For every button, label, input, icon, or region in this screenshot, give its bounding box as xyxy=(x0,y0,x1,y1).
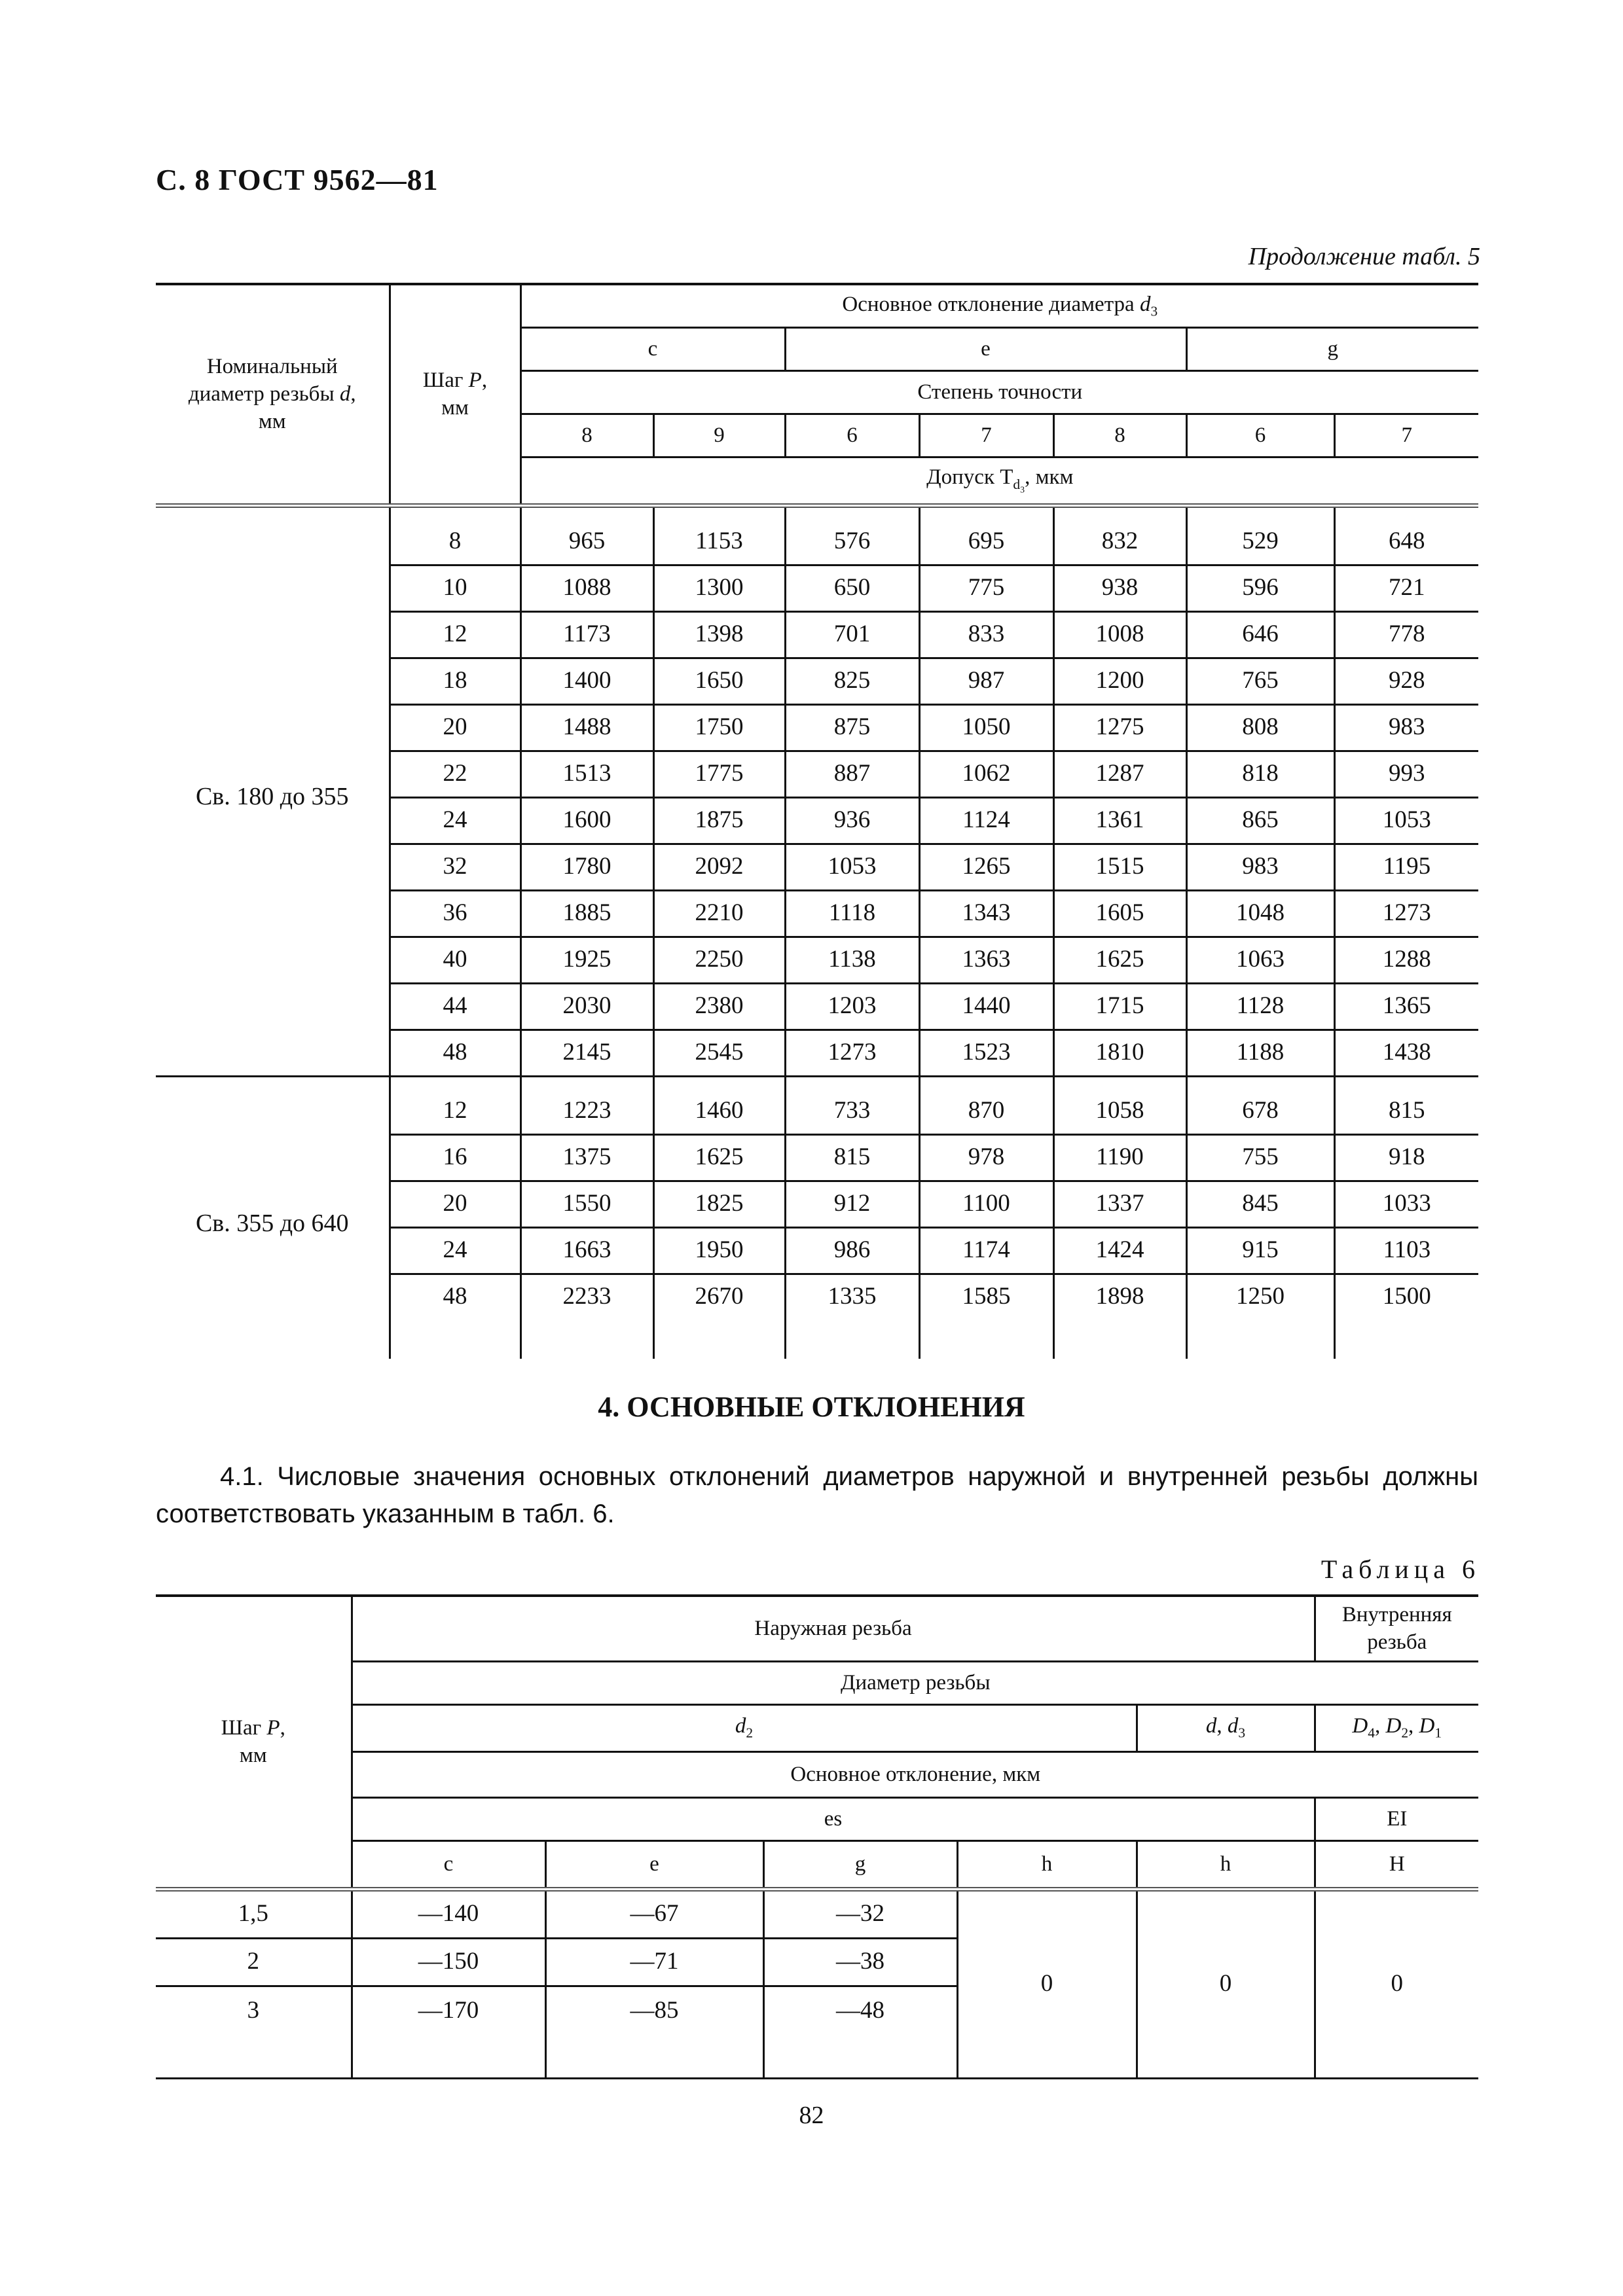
pitch-cell: 12 xyxy=(390,1089,520,1135)
value-cell: 2030 xyxy=(520,983,653,1030)
header-grade-c: c xyxy=(520,327,785,370)
value-cell: 1550 xyxy=(520,1181,653,1227)
pitch-cell: 20 xyxy=(390,704,520,751)
value-cell: —85 xyxy=(545,1986,763,2077)
value-cell: 1424 xyxy=(1053,1227,1186,1274)
value-cell: 646 xyxy=(1186,611,1334,658)
value-cell: 2145 xyxy=(520,1030,653,1076)
pitch-cell: 48 xyxy=(390,1274,520,1319)
value-cell: 1053 xyxy=(785,844,919,890)
header-tolerance: Допуск $T_{d_3}$, мкм xyxy=(520,457,1478,505)
header-external-thread: Наружная резьба xyxy=(352,1596,1315,1661)
value-cell: 1223 xyxy=(520,1089,653,1135)
header-main-deviation: Основное отклонение диаметра $d_3$ xyxy=(520,284,1478,327)
value-cell: 1488 xyxy=(520,704,653,751)
header-degree: 6 xyxy=(785,414,919,457)
page-number: 82 xyxy=(799,2102,824,2129)
header-accuracy-degree: Степень точности xyxy=(520,370,1478,414)
value-cell: 1174 xyxy=(919,1227,1053,1274)
value-cell: 1053 xyxy=(1334,797,1478,844)
value-cell: 1300 xyxy=(653,565,785,611)
value-cell: 1103 xyxy=(1334,1227,1478,1274)
value-cell: 2092 xyxy=(653,844,785,890)
value-cell: 1190 xyxy=(1053,1134,1186,1181)
header-degree: 7 xyxy=(919,414,1053,457)
value-cell: 2380 xyxy=(653,983,785,1030)
value-cell: 1188 xyxy=(1186,1030,1334,1076)
pitch-cell: 22 xyxy=(390,751,520,797)
value-cell: 1062 xyxy=(919,751,1053,797)
value-cell: 1925 xyxy=(520,937,653,983)
header-grade-e: e xyxy=(785,327,1186,370)
value-cell: 1273 xyxy=(785,1030,919,1076)
value-cell: 1337 xyxy=(1053,1181,1186,1227)
value-cell: 875 xyxy=(785,704,919,751)
value-cell: 1605 xyxy=(1053,890,1186,937)
group-label: Св. 355 до 640 xyxy=(195,1209,349,1237)
value-cell: —67 xyxy=(545,1889,763,1938)
value-cell: 1663 xyxy=(520,1227,653,1274)
value-cell: —140 xyxy=(352,1889,545,1938)
pitch-cell: 1,5 xyxy=(156,1889,352,1938)
value-cell: 1088 xyxy=(520,565,653,611)
value-cell: 1063 xyxy=(1186,937,1334,983)
value-cell: 1173 xyxy=(520,611,653,658)
value-cell: 2545 xyxy=(653,1030,785,1076)
table-6 xyxy=(156,1594,1478,2079)
pitch-cell: 2 xyxy=(156,1938,352,1986)
value-cell: 648 xyxy=(1334,520,1478,565)
value-cell: 1008 xyxy=(1053,611,1186,658)
value-cell: 1898 xyxy=(1053,1274,1186,1319)
pitch-cell: 18 xyxy=(390,658,520,704)
value-cell: 1335 xyxy=(785,1274,919,1319)
value-cell: —150 xyxy=(352,1938,545,1986)
value-cell: 2233 xyxy=(520,1274,653,1319)
header-d-d3: d, $d_3$ xyxy=(1137,1704,1315,1751)
value-cell: 833 xyxy=(919,611,1053,658)
value-cell: 1875 xyxy=(653,797,785,844)
header-D4-D2-D1: $D_4$, $D_2$, $D_1$ xyxy=(1315,1704,1478,1751)
value-cell: 1500 xyxy=(1334,1274,1478,1319)
table-6-label: Таблица 6 xyxy=(1321,1554,1480,1584)
value-cell: 978 xyxy=(919,1134,1053,1181)
pitch-cell: 32 xyxy=(390,844,520,890)
pitch-cell: 48 xyxy=(390,1030,520,1076)
value-cell: 1585 xyxy=(919,1274,1053,1319)
value-cell: 1153 xyxy=(653,520,785,565)
value-cell: 808 xyxy=(1186,704,1334,751)
value-cell: 1265 xyxy=(919,844,1053,890)
value-cell: 1375 xyxy=(520,1134,653,1181)
value-cell: 1118 xyxy=(785,890,919,937)
value-cell: 938 xyxy=(1053,565,1186,611)
value-cell: 1203 xyxy=(785,983,919,1030)
value-cell: 818 xyxy=(1186,751,1334,797)
value-cell: 1650 xyxy=(653,658,785,704)
header-col-e: e xyxy=(545,1840,763,1889)
value-cell: 1825 xyxy=(653,1181,785,1227)
paragraph-text: 4.1. Числовые значения основных отклонений диаметров наружной и внутренней резьбы должны соответствовать указанным в табл. 6. xyxy=(156,1462,1478,1528)
value-cell: 870 xyxy=(919,1089,1053,1135)
pitch-cell: 24 xyxy=(390,1227,520,1274)
value-cell: 1128 xyxy=(1186,983,1334,1030)
value-cell: 865 xyxy=(1186,797,1334,844)
value-cell: 1250 xyxy=(1186,1274,1334,1319)
value-cell: 775 xyxy=(919,565,1053,611)
value-cell: 993 xyxy=(1334,751,1478,797)
value-cell: 918 xyxy=(1334,1134,1478,1181)
value-cell: 1138 xyxy=(785,937,919,983)
value-cell: 1460 xyxy=(653,1089,785,1135)
value-cell: 1810 xyxy=(1053,1030,1186,1076)
value-cell: 815 xyxy=(1334,1089,1478,1135)
value-cell-h-d: 0 xyxy=(1137,1889,1315,2077)
table-5-body xyxy=(156,505,1478,1359)
section-paragraph xyxy=(156,1458,1478,1533)
header-col-c: c xyxy=(352,1840,545,1889)
value-cell: 1273 xyxy=(1334,890,1478,937)
value-cell: 755 xyxy=(1186,1134,1334,1181)
value-cell: 2670 xyxy=(653,1274,785,1319)
value-cell: 1625 xyxy=(653,1134,785,1181)
header-EI: EI xyxy=(1315,1797,1478,1840)
value-cell: 815 xyxy=(785,1134,919,1181)
value-cell: 928 xyxy=(1334,658,1478,704)
value-cell: 887 xyxy=(785,751,919,797)
value-cell: 1050 xyxy=(919,704,1053,751)
value-cell: 650 xyxy=(785,565,919,611)
value-cell: 721 xyxy=(1334,565,1478,611)
header-degree: 9 xyxy=(653,414,785,457)
pitch-cell: 40 xyxy=(390,937,520,983)
pitch-cell: 16 xyxy=(390,1134,520,1181)
value-cell: 1400 xyxy=(520,658,653,704)
value-cell: 1365 xyxy=(1334,983,1478,1030)
pitch-cell: 10 xyxy=(390,565,520,611)
value-cell: 1440 xyxy=(919,983,1053,1030)
value-cell: 936 xyxy=(785,797,919,844)
value-cell-h-d2: 0 xyxy=(957,1889,1137,2077)
header-col-H: H xyxy=(1315,1840,1478,1889)
pitch-cell: 3 xyxy=(247,1996,259,2024)
value-cell: 2210 xyxy=(653,890,785,937)
header-pitch: Шаг P, мм xyxy=(390,284,520,505)
value-cell: 1363 xyxy=(919,937,1053,983)
header-degree: 8 xyxy=(520,414,653,457)
value-cell: 1124 xyxy=(919,797,1053,844)
value-cell: 1625 xyxy=(1053,937,1186,983)
header-degree: 7 xyxy=(1334,414,1478,457)
header-thread-diameter: Диаметр резьбы xyxy=(352,1661,1478,1704)
value-cell: 678 xyxy=(1186,1089,1334,1135)
value-cell: 1288 xyxy=(1334,937,1478,983)
pitch-cell: 12 xyxy=(390,611,520,658)
value-cell: 1750 xyxy=(653,704,785,751)
value-cell: 765 xyxy=(1186,658,1334,704)
value-cell: —170 xyxy=(352,1986,545,2077)
header-col-g: g xyxy=(763,1840,957,1889)
pitch-cell: 24 xyxy=(390,797,520,844)
value-cell: 1780 xyxy=(520,844,653,890)
header-col-h: h xyxy=(1137,1840,1315,1889)
value-cell: 695 xyxy=(919,520,1053,565)
value-cell: 845 xyxy=(1186,1181,1334,1227)
value-cell: 733 xyxy=(785,1089,919,1135)
table-row xyxy=(156,520,1478,565)
value-cell: —38 xyxy=(763,1938,957,1986)
value-cell: 1033 xyxy=(1334,1181,1478,1227)
value-cell: 1361 xyxy=(1053,797,1186,844)
value-cell: —48 xyxy=(763,1986,957,2077)
value-cell: 1600 xyxy=(520,797,653,844)
value-cell: 1398 xyxy=(653,611,785,658)
header-grade-g: g xyxy=(1186,327,1478,370)
value-cell: 987 xyxy=(919,658,1053,704)
value-cell: 1275 xyxy=(1053,704,1186,751)
value-cell: 1513 xyxy=(520,751,653,797)
header-nominal-diameter: Номинальный диаметр резьбы d, мм xyxy=(188,354,356,434)
header-degree: 6 xyxy=(1186,414,1334,457)
value-cell: 1058 xyxy=(1053,1089,1186,1135)
value-cell: —71 xyxy=(545,1938,763,1986)
value-cell: 1438 xyxy=(1334,1030,1478,1076)
value-cell: 965 xyxy=(520,520,653,565)
header-es: es xyxy=(352,1797,1315,1840)
value-cell: 983 xyxy=(1186,844,1334,890)
value-cell: 2250 xyxy=(653,937,785,983)
page-header: С. 8 ГОСТ 9562—81 xyxy=(156,163,439,196)
value-cell: 1885 xyxy=(520,890,653,937)
value-cell: 529 xyxy=(1186,520,1334,565)
value-cell: —32 xyxy=(763,1889,957,1938)
header-degree: 8 xyxy=(1053,414,1186,457)
header-col-h: h xyxy=(957,1840,1137,1889)
value-cell: 1200 xyxy=(1053,658,1186,704)
value-cell: 576 xyxy=(785,520,919,565)
pitch-cell: 36 xyxy=(390,890,520,937)
pitch-cell: 8 xyxy=(390,520,520,565)
value-cell: 1343 xyxy=(919,890,1053,937)
value-cell: 1950 xyxy=(653,1227,785,1274)
value-cell: 1048 xyxy=(1186,890,1334,937)
section-heading: 4. ОСНОВНЫЕ ОТКЛОНЕНИЯ xyxy=(598,1391,1025,1423)
value-cell: 778 xyxy=(1334,611,1478,658)
value-cell: 1195 xyxy=(1334,844,1478,890)
value-cell: 1515 xyxy=(1053,844,1186,890)
header-main-deviation: Основное отклонение, мкм xyxy=(352,1751,1478,1797)
value-cell: 1715 xyxy=(1053,983,1186,1030)
value-cell: 915 xyxy=(1186,1227,1334,1274)
header-pitch: Шаг P, мм xyxy=(221,1716,285,1768)
value-cell: 832 xyxy=(1053,520,1186,565)
value-cell-H: 0 xyxy=(1315,1889,1478,2077)
value-cell: 983 xyxy=(1334,704,1478,751)
table-continuation-label: Продолжение табл. 5 xyxy=(1248,243,1480,270)
value-cell: 825 xyxy=(785,658,919,704)
pitch-cell: 44 xyxy=(390,983,520,1030)
table-row xyxy=(156,1089,1478,1135)
header-d2: $d_2$ xyxy=(352,1704,1137,1751)
value-cell: 1287 xyxy=(1053,751,1186,797)
value-cell: 912 xyxy=(785,1181,919,1227)
value-cell: 1523 xyxy=(919,1030,1053,1076)
value-cell: 986 xyxy=(785,1227,919,1274)
group-label: Св. 180 до 355 xyxy=(195,783,349,811)
value-cell: 1775 xyxy=(653,751,785,797)
value-cell: 596 xyxy=(1186,565,1334,611)
value-cell: 1100 xyxy=(919,1181,1053,1227)
table-5 xyxy=(156,283,1478,1359)
value-cell: 701 xyxy=(785,611,919,658)
pitch-cell: 20 xyxy=(390,1181,520,1227)
header-internal-thread: Внутренняя резьба xyxy=(1315,1596,1478,1661)
